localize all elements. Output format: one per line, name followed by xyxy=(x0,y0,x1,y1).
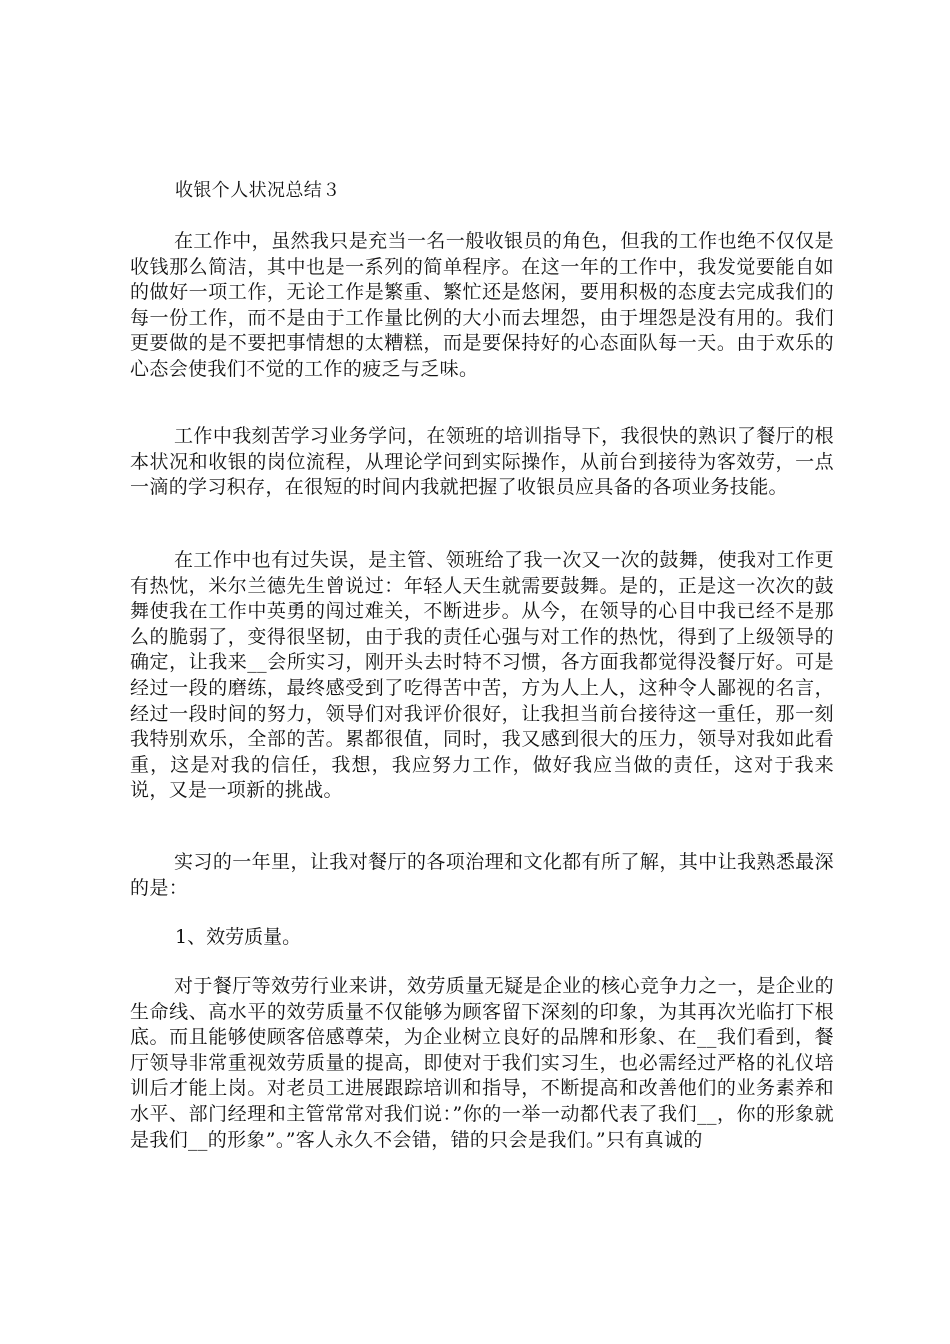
list-item-service-quality: 1、效劳质量。 xyxy=(175,926,302,948)
paragraph-5: 对于餐厅等效劳行业来讲，效劳质量无疑是企业的核心竞争力之一，是企业的生命线、高水平的效劳质量不仅能够为顾客留下深刻的印象，为其再次光临打下根底。而且能够使顾客倍感尊荣，为企业树立良好的品牌和形象、在__我们看到，餐厅领导非常重视效劳质量的提高，即使对于我们实习生，也必需经过严格的礼仪培训后才能上岗。对老员工进展跟踪培训和指导，不断提高和改善他们的业务素养和水平、部门经理和主管常常对我们说：”你的一举一动都代表了我们__，你的形象就是我们__的形象”。”客人永久不会错，错的只会是我们。”只有真诚的 xyxy=(130,975,834,1151)
paragraph-4: 实习的一年里，让我对餐厅的各项治理和文化都有所了解，其中让我熟悉最深的是： xyxy=(130,851,834,899)
paragraph-1: 在工作中，虽然我只是充当一名一般收银员的角色，但我的工作也绝不仅仅是收钱那么简洁，其中也是一系列的简单程序。在这一年的工作中，我发觉要能自如的做好一项工作，无论工作是繁重、繁忙还是悠闲，要用积极的态度去完成我们的每一份工作，而不是由于工作量比例的大小而去埋怨，由于埋怨是没有用的。我们更要做的是不要把事情想的太糟糕，而是要保持好的心态面队每一天。由于欢乐的心态会使我们不觉的工作的疲乏与乏味。 xyxy=(130,230,834,380)
paragraph-2: 工作中我刻苦学习业务学问，在领班的培训指导下，我很快的熟识了餐厅的根本状况和收银的岗位流程，从理论学问到实际操作，从前台到接待为客效劳，一点一滴的学习积存，在很短的时间内我就把握了收银员应具备的各项业务技能。 xyxy=(130,425,834,499)
document-title: 收银个人状况总结３ xyxy=(175,180,341,201)
paragraph-3: 在工作中也有过失误，是主管、领班给了我一次又一次的鼓舞，使我对工作更有热忱，米尔兰德先生曾说过：年轻人天生就需要鼓舞。是的，正是这一次次的鼓舞使我在工作中英勇的闯过难关，不断进步。从今，在领导的心目中我已经不是那么的脆弱了，变得很坚韧，由于我的责任心强与对工作的热忱，得到了上级领导的确定，让我来__会所实习，刚开头去时特不习惯，各方面我都觉得没餐厅好。可是经过一段的磨练，最终感受到了吃得苦中苦，方为人上人，这种令人鄙视的名言，经过一段时间的努力，领导们对我评价很好，让我担当前台接待这一重任，那一刻我特别欢乐，全部的苦。累都很值，同时，我又感到很大的压力，领导对我如此看重，这是对我的信任，我想，我应努力工作，做好我应当做的责任，这对于我来说，又是一项新的挑战。 xyxy=(130,549,834,802)
